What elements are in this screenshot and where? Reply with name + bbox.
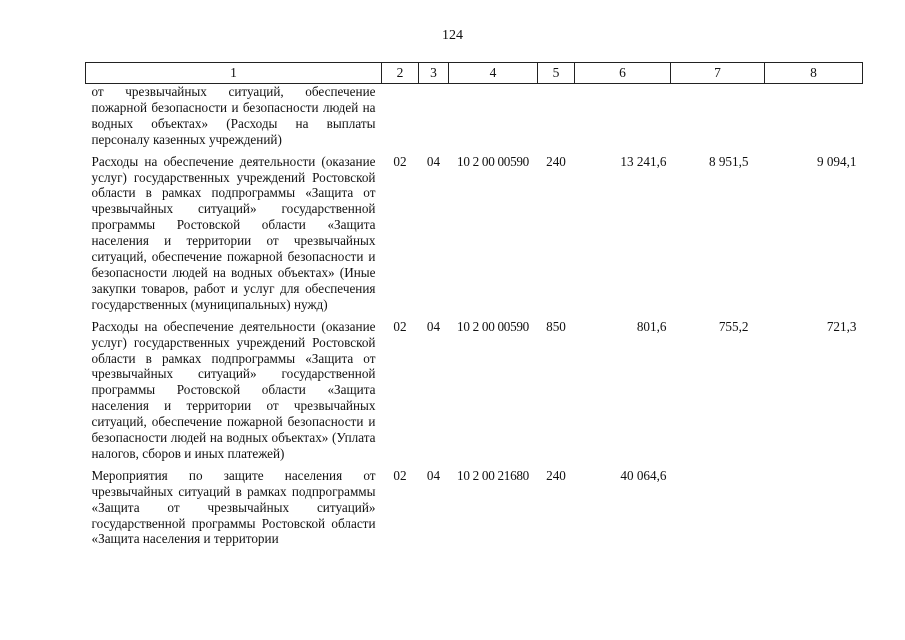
column-header-1: 1 xyxy=(86,63,382,84)
column-header-2: 2 xyxy=(382,63,419,84)
header-row xyxy=(86,63,863,84)
row-subsection-code: 04 xyxy=(426,467,441,483)
column-header-8: 8 xyxy=(765,63,863,84)
table-row xyxy=(86,84,863,154)
table-header xyxy=(86,63,863,84)
row-section-code: 02 xyxy=(393,467,407,483)
row-expense-type xyxy=(538,84,575,154)
row-subsection-code: 04 xyxy=(426,318,441,334)
column-header-6: 6 xyxy=(575,63,671,84)
row-amount-col6: 801,6 xyxy=(636,318,667,334)
table-row xyxy=(86,468,863,554)
row-expense-type: 240 xyxy=(546,467,566,483)
row-description: Мероприятия по защите населения от чрезвычайных ситуаций в рамках подпрограммы «Защита от чрезвычайных ситуаций» государственной программы Ростовской области «Защита населения и территории xyxy=(91,467,376,547)
row-amount-col7 xyxy=(671,84,765,154)
row-amount-col8 xyxy=(765,468,863,554)
column-header-5: 5 xyxy=(538,63,575,84)
table-row xyxy=(86,154,863,319)
row-amount-col7: 755,2 xyxy=(718,318,749,334)
column-header-4: 4 xyxy=(449,63,538,84)
row-target-article xyxy=(449,84,538,154)
table-row xyxy=(86,319,863,468)
column-header-3: 3 xyxy=(419,63,449,84)
row-section-code xyxy=(382,84,419,154)
row-expense-type: 240 xyxy=(546,153,566,169)
row-section-code: 02 xyxy=(393,153,407,169)
budget-table xyxy=(85,62,863,553)
row-amount-col7 xyxy=(671,468,765,554)
row-description: Расходы на обеспечение деятельности (оказание услуг) государственных учреждений Ростовской области в рамках подпрограммы «Защита от чрезвычайных ситуаций» государственной программы Ростовской области «Защита населения и территории от чрезвычайных ситуаций, обеспечение пожарной безопасности и безопасности людей на водных объектах» (Иные закупки товаров, работ и услуг для обеспечения государственных (муниципальных) нужд) xyxy=(91,153,376,312)
table-body xyxy=(86,84,863,554)
row-amount-col7: 8 951,5 xyxy=(708,153,749,169)
row-amount-col8: 721,3 xyxy=(826,318,857,334)
row-target-article: 10 2 00 00590 xyxy=(457,153,529,169)
row-subsection-code: 04 xyxy=(426,153,441,169)
row-section-code: 02 xyxy=(393,318,407,334)
row-amount-col6: 40 064,6 xyxy=(620,467,667,483)
page-number: 124 xyxy=(442,28,463,43)
row-amount-col6: 13 241,6 xyxy=(620,153,667,169)
row-target-article: 10 2 00 00590 xyxy=(457,318,529,334)
column-header-7: 7 xyxy=(671,63,765,84)
row-description: от чрезвычайных ситуаций, обеспечение пожарной безопасности и безопасности людей на водных объектах» (Расходы на выплаты персоналу казенных учреждений) xyxy=(91,84,376,147)
row-subsection-code xyxy=(419,84,449,154)
row-amount-col6 xyxy=(575,84,671,154)
row-amount-col8 xyxy=(765,84,863,154)
row-expense-type: 850 xyxy=(546,318,566,334)
row-target-article: 10 2 00 21680 xyxy=(457,467,529,483)
row-amount-col8: 9 094,1 xyxy=(816,153,857,169)
row-description: Расходы на обеспечение деятельности (оказание услуг) государственных учреждений Ростовской области в рамках подпрограммы «Защита от чрезвычайных ситуаций» государственной программы Ростовской области «Защита населения и территории от чрезвычайных ситуаций, обеспечение пожарной безопасности и безопасности людей на водных объектах» (Уплата налогов, сборов и иных платежей) xyxy=(91,318,376,461)
